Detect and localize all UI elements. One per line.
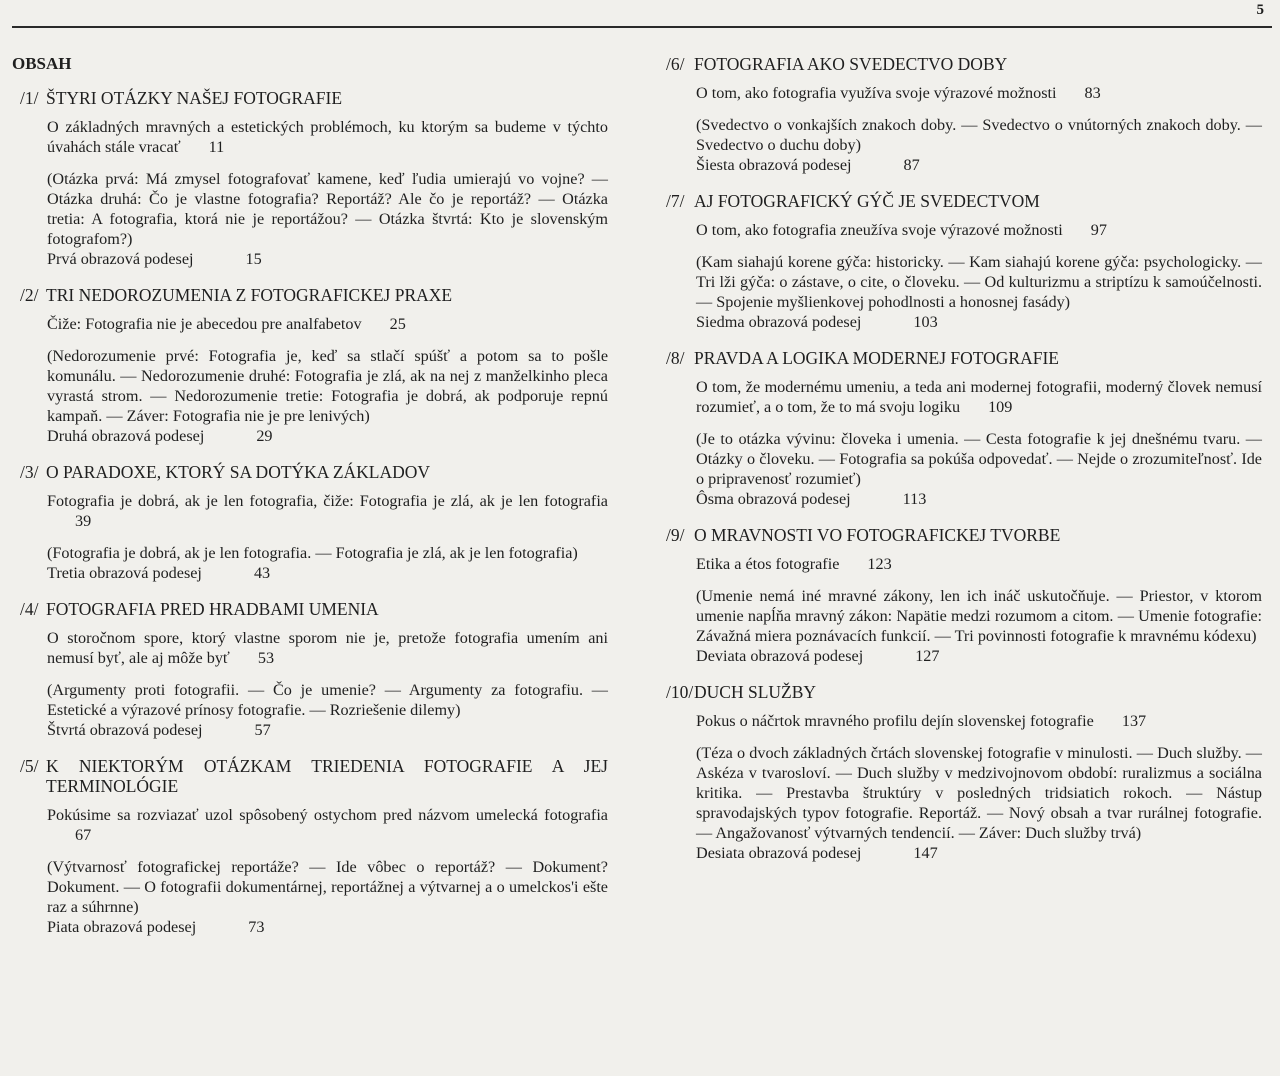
chapter-title: TRI NEDOROZUMENIA Z FOTOGRAFICKEJ PRAXE	[46, 285, 453, 305]
description-page-number: 67	[75, 826, 92, 844]
gallery-line	[47, 917, 608, 937]
chapter-description	[696, 83, 1262, 103]
chapter-summary: (Fotografia je dobrá, ak je len fotografia. — Fotografia je zlá, ak je len fotografia)	[47, 544, 578, 562]
description-page-number: 137	[1121, 712, 1147, 730]
chapter-summary: (Výtvarnosť fotografickej reportáže? — Ide vôbec o reportáž? — Dokument? Dokument. — O fotografii dokumentárnej, reportážnej a výtvarnej a o umelckos'i ešte raz a súhrnne)	[47, 858, 608, 916]
chapter-entry-9	[658, 525, 1262, 666]
chapter-title: ŠTYRI OTÁZKY NAŠEJ FOTOGRAFIE	[46, 88, 343, 108]
chapter-number: /5/	[20, 756, 39, 776]
description-page-number: 97	[1090, 221, 1107, 239]
chapter-entry-1	[12, 88, 608, 269]
chapter-title: FOTOGRAFIA PRED HRADBAMI UMENIA	[46, 599, 379, 619]
chapter-number: /1/	[20, 88, 39, 108]
chapter-entry-7	[658, 191, 1262, 332]
gallery-label: Druhá obrazová podesej	[47, 427, 205, 445]
chapter-summary: (Otázka prvá: Má zmysel fotografovať kamene, keď ľudia umierajú vo vojne? — Otázka druhá: Čo je vlastne fotografia? Reportáž? Ale čo je reportáž? — Otázka tretia: A fotografia, ktorá nie je reportážou? — Otázka štvrtá: Kto je slovenským fotografom?)	[47, 170, 608, 248]
chapter-title: FOTOGRAFIA AKO SVEDECTVO DOBY	[694, 54, 1008, 74]
description-page-number: 25	[389, 315, 406, 333]
chapter-title: PRAVDA A LOGIKA MODERNEJ FOTOGRAFIE	[694, 348, 1059, 368]
chapter-entry-5	[12, 756, 608, 937]
gallery-label: Šiesta obrazová podesej	[696, 156, 852, 174]
chapter-description	[47, 805, 608, 845]
chapter-description	[696, 554, 1262, 574]
gallery-line	[696, 312, 1262, 332]
chapter-entry-10	[658, 682, 1262, 863]
header-rule	[12, 26, 1272, 28]
chapter-number: /8/	[666, 348, 685, 368]
description-page-number: 123	[867, 555, 892, 573]
chapter-summary: (Argumenty proti fotografii. — Čo je umenie? — Argumenty za fotografiu. — Estetické a výrazové prínosy fotografie. — Rozriešenie dilemy)	[47, 681, 608, 719]
gallery-line	[696, 843, 1262, 863]
chapter-description	[696, 711, 1262, 731]
chapter-description	[696, 377, 1262, 417]
gallery-page-number: 43	[253, 564, 271, 582]
chapter-entry-4	[12, 599, 608, 740]
chapter-heading	[658, 348, 1262, 368]
chapter-number: /7/	[666, 191, 685, 211]
gallery-line	[47, 720, 608, 740]
gallery-page-number: 103	[913, 313, 938, 331]
gallery-line	[696, 646, 1262, 666]
chapter-description	[47, 628, 608, 668]
chapter-title: K NIEKTORÝM OTÁZKAM TRIEDENIA FOTOGRAFIE A JEJ TERMINOLÓGIE	[46, 756, 608, 796]
gallery-page-number: 57	[254, 721, 271, 739]
description-text: O tom, že modernému umeniu, a teda ani modernej fotografii, moderný človek nemusí rozumieť, a o tom, že to má svoju logiku	[696, 378, 1262, 416]
chapter-number: /10/	[666, 682, 694, 702]
gallery-label: Ôsma obrazová podesej	[696, 490, 851, 508]
page-number: 5	[1256, 2, 1264, 18]
gallery-page-number: 147	[913, 844, 938, 862]
chapter-heading	[658, 525, 1262, 545]
chapter-description	[47, 491, 608, 531]
chapter-heading	[12, 756, 608, 796]
description-text: O základných mravných a estetických problémoch, ku ktorým sa budeme v týchto úvahách stále vracať	[47, 118, 608, 156]
gallery-label: Desiata obrazová podesej	[696, 844, 862, 862]
chapter-description	[47, 314, 608, 334]
description-text: O storočnom spore, ktorý vlastne sporom nie je, pretože fotografia umením ani nemusí byť, ale aj môže byť	[47, 629, 608, 667]
gallery-label: Štvrtá obrazová podesej	[47, 721, 203, 739]
chapter-heading	[658, 54, 1262, 74]
chapter-summary: (Nedorozumenie prvé: Fotografia je, keď sa stlačí spúšť a potom sa to pošle komunálu. — Nedorozumenie druhé: Fotografia je zlá, ak na nej z manželkinho pleca vyrastá strom. — Nedorozumenie tretie: Fotografia je dobrá, ak podporuje repnú kampaň. — Záver: Fotografia nie je pre lenivých)	[47, 347, 608, 425]
chapter-summary: (Je to otázka vývinu: človeka i umenia. — Cesta fotografie k jej dnešnému tvaru. — Otázky o človeku. — Fotografia sa pokúša odpovedať. — Nejde o zrozumiteľnosť. Ide o pripravenosť rozumieť)	[696, 430, 1262, 488]
description-text: Fotografia je dobrá, ak je len fotografia, čiže: Fotografia je zlá, ak je len fotografia	[47, 492, 608, 510]
gallery-page-number: 87	[903, 156, 920, 174]
chapter-entry-3	[12, 462, 608, 583]
gallery-page-number: 15	[245, 250, 262, 268]
chapter-description	[47, 117, 608, 157]
gallery-line	[696, 489, 1262, 509]
gallery-label: Deviata obrazová podesej	[696, 647, 864, 665]
chapter-heading	[658, 682, 1262, 702]
chapter-entry-6	[658, 54, 1262, 175]
gallery-page-number: 127	[915, 647, 940, 665]
description-page-number: 39	[75, 512, 92, 530]
gallery-line	[696, 155, 1262, 175]
gallery-line	[47, 249, 608, 269]
chapter-title: O PARADOXE, KTORÝ SA DOTÝKA ZÁKLADOV	[46, 462, 431, 482]
chapter-heading	[12, 88, 608, 108]
chapter-number: /2/	[20, 285, 39, 305]
description-text: Pokus o náčrtok mravného profilu dejín slovenskej fotografie	[696, 712, 1094, 730]
toc-left-column	[12, 54, 608, 953]
gallery-page-number: 73	[248, 918, 265, 936]
description-text: O tom, ako fotografia zneužíva svoje výrazové možnosti	[696, 221, 1063, 239]
chapter-title: O MRAVNOSTI VO FOTOGRAFICKEJ TVORBE	[694, 525, 1061, 545]
chapter-summary: (Svedectvo o vonkajších znakoch doby. — Svedectvo o vnútorných znakoch doby. — Svedectvo o duchu doby)	[696, 116, 1262, 154]
chapter-title: AJ FOTOGRAFICKÝ GÝČ JE SVEDECTVOM	[694, 191, 1040, 211]
gallery-page-number: 29	[256, 427, 273, 445]
chapter-summary: (Kam siahajú korene gýča: historicky. — Kam siahajú korene gýča: psychologicky. — Tri lži gýča: o zástave, o cite, o človeku. — Od kulturizmu a striptízu k samoúčelnosti. — Spojenie myšlienkovej pohodlnosti a honosnej fasády)	[696, 253, 1262, 311]
chapter-number: /6/	[666, 54, 685, 74]
description-text: Etika a étos fotografie	[696, 555, 840, 573]
chapter-number: /3/	[20, 462, 39, 482]
gallery-label: Piata obrazová podesej	[47, 918, 197, 936]
chapter-entry-2	[12, 285, 608, 446]
gallery-page-number: 113	[902, 490, 927, 508]
chapter-number: /9/	[666, 525, 685, 545]
description-page-number: 11	[208, 138, 225, 156]
chapter-summary: (Téza o dvoch základných črtách slovenskej fotografie v minulosti. — Duch služby. — Askéza v tvarosloví. — Duch služby v medzivojnovom období: ruralizmus a sociálna kritika. — Prestavba štruktúry v posledných tridsiatich rokoch. — Nástup spravodajských typov fotografie. Reportáž. — Nový obsah a tvar rurálnej fotografie. — Angažovanosť výtvarných tendencií. — Záver: Duch služby trvá)	[696, 744, 1262, 842]
description-page-number: 109	[988, 398, 1013, 416]
toc-right-column	[658, 54, 1262, 879]
chapter-summary: (Umenie nemá iné mravné zákony, len ich ináč uskutočňuje. — Priestor, v ktorom umenie napĺňa mravný zákon: Napätie medzi rozumom a citom. — Umenie fotografie: Závažná miera poznávacích funkcií. — Tri povinnosti fotografie k mravnému kódexu)	[696, 587, 1262, 645]
toc-title: OBSAH	[12, 54, 72, 73]
chapter-title: DUCH SLUŽBY	[694, 682, 817, 702]
description-text: O tom, ako fotografia využíva svoje výrazové možnosti	[696, 84, 1057, 102]
chapter-entry-8	[658, 348, 1262, 509]
chapter-number: /4/	[20, 599, 39, 619]
chapter-heading	[12, 462, 608, 482]
description-page-number: 83	[1084, 84, 1101, 102]
chapter-description	[696, 220, 1262, 240]
chapter-heading	[12, 599, 608, 619]
gallery-line	[47, 426, 608, 446]
description-page-number: 53	[257, 649, 275, 667]
description-text: Čiže: Fotografia nie je abecedou pre analfabetov	[47, 315, 362, 333]
description-text: Pokúsime sa rozviazať uzol spôsobený ostychom pred názvom umelecká fotografia	[47, 806, 608, 824]
gallery-line	[47, 563, 608, 583]
gallery-label: Prvá obrazová podesej	[47, 250, 194, 268]
chapter-heading	[12, 285, 608, 305]
gallery-label: Siedma obrazová podesej	[696, 313, 862, 331]
chapter-heading	[658, 191, 1262, 211]
gallery-label: Tretia obrazová podesej	[47, 564, 202, 582]
